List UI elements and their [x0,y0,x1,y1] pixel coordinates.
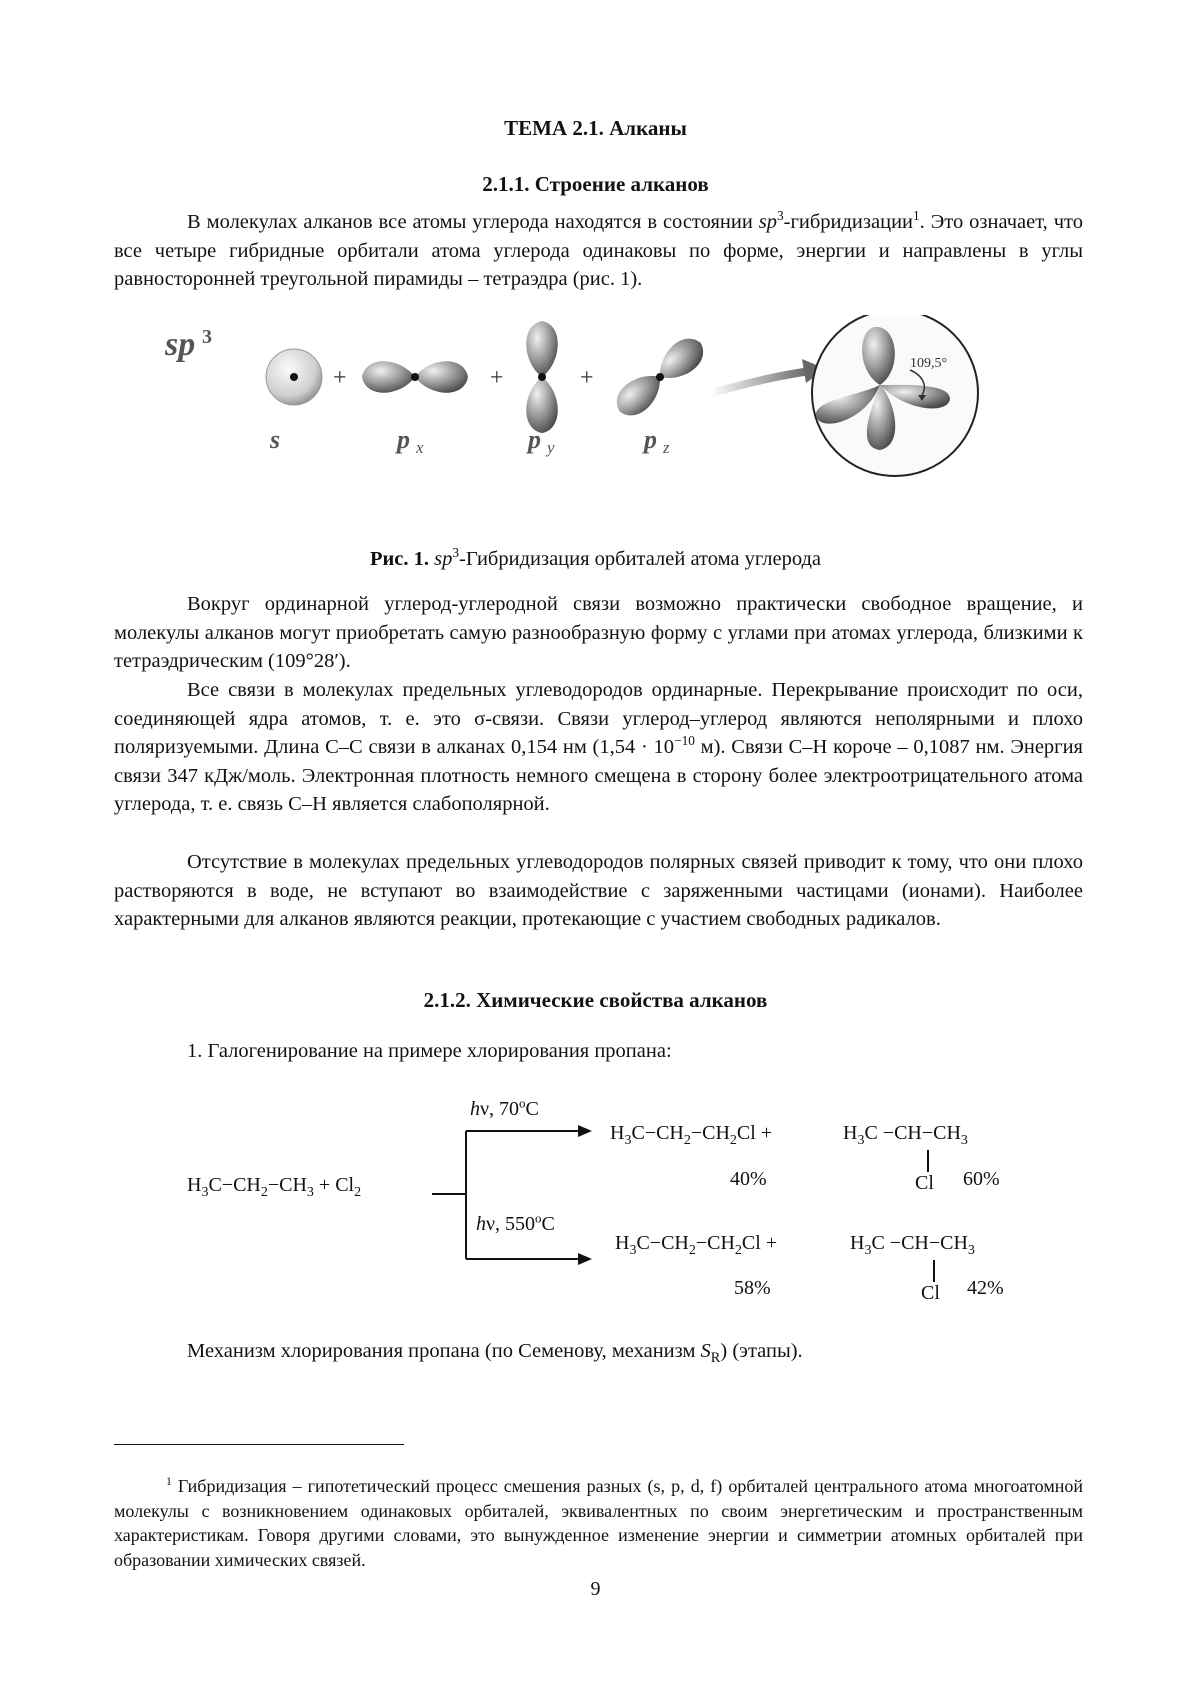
yield-42: 42% [967,1277,1004,1299]
product-2-isopropyl-chloride: $H_3C -CH-CH_3$ [843,1122,968,1148]
hybridization-figure [150,315,1050,495]
orbital-label-px-sub: x [416,438,424,457]
section-heading-structure: 2.1.1. Строение алканов [482,172,709,196]
product-1-propyl-chloride: $H_3C-CH_2-CH_2Cl$ + [610,1122,773,1148]
plus-sign: + [490,365,504,391]
px-orbital-icon [362,361,468,393]
orbital-label-s: s [270,425,281,454]
yield-40: 40% [730,1168,767,1190]
condition-70: hν, 70$^o$C [470,1095,539,1120]
yield-60: 60% [963,1168,1000,1190]
sp3-label: sp [165,326,196,363]
page-number: 9 [590,1578,601,1600]
mechanism-line: Механизм хлорирования пропана (по Семенову, механизм $S_R$) (этапы). [187,1340,803,1367]
page-title: ТЕМА 2.1. Алканы [504,116,687,140]
sp3-orbital-sphere-icon [812,315,978,476]
arrow-icon [710,359,826,393]
product-3-propyl-chloride: $H_3C-CH_2-CH_2Cl$ + [615,1232,778,1258]
reaction-arrows [420,1120,600,1270]
condition-550: hν, 550$^o$C [476,1210,555,1235]
orbital-label-px: p [397,425,410,454]
chlorine-substituent: Cl [921,1282,940,1304]
sp3-sup: 3 [202,326,212,348]
footnote: $^1$ Гибридизация – гипотетический процесс смешения разных (s, p, d, f) орбиталей центрального атома многоатомной молекулы с возникновением одинаковых орбиталей, эквивалентных по своим энергетическим и пространственным характеристикам. Говоря другими словами, это вынужденное изменение энергии и симметрии атомных орбиталей при образовании химических связей. [114,1475,1083,1570]
reactants: $H_3C-CH_2-CH_3 + Cl_2$ [187,1174,362,1200]
s-orbital-icon [266,349,322,405]
chlorine-substituent: Cl [915,1172,934,1194]
list-item-halogenation: 1. Галогенирование на примере хлорирования пропана: [187,1040,672,1062]
orbital-label-py-sub: y [547,438,555,457]
orbital-label-pz-sub: z [663,438,670,457]
bond-angle-label: 109,5° [910,356,948,371]
paragraph-bonds: Все связи в молекулах предельных углеводородов ординарные. Перекрывание происходит по оси, соединяющей ядра атомов, т. е. это σ-связи. Связи углерод–углерод являются неполярными и плохо поляризуемыми. Длина С–С связи в алканах 0,154 нм ($1,54 \cdot 10^{-10}$ м). Связи С–Н короче – 0,1087 нм. Энергия связи 347 кДж/моль. Электронная плотность немного смещена в сторону более электроотрицательного атома углерода, т. е. связь С–Н является слабополярной. [114,679,1083,816]
pz-orbital-icon [609,331,710,423]
paragraph-intro: В молекулах алканов все атомы углерода находятся в состоянии $sp^3-гибридизации^1$. Это означает, что все четыре гибридные орбитали атома углерода одинаковы по форме, энергии и направлены в углы равносторонней треугольной пирамиды – тетраэдра (рис. 1). [114,208,1083,291]
section-heading-properties: 2.1.2. Химические свойства алканов [423,988,768,1012]
orbital-label-py: p [528,425,541,454]
plus-sign: + [580,365,594,391]
yield-58: 58% [734,1277,771,1299]
bond-line [933,1260,935,1282]
paragraph-rotation: Вокруг ординарной углерод-углеродной связи возможно практически свободное вращение, и молекулы алканов могут приобретать самую разнообразную форму с углами при атомах углерода, близкими к тетраэдрическим (109°28′). [114,593,1083,673]
paragraph-polarity: Отсутствие в молекулах предельных углеводородов полярных связей приводит к тому, что они плохо растворяются в воде, не вступают во взаимодействие с заряженными частицами (ионами). Наиболее характерными для алканов являются реакции, протекающие с участием свободных радикалов. [114,851,1083,931]
plus-sign: + [333,365,347,391]
footnote-separator [114,1444,404,1445]
footnote-ref: 1 [913,208,920,224]
py-orbital-icon [526,321,558,433]
orbital-label-pz: p [644,425,657,454]
figure-caption: Рис. 1. $sp^3$-Гибридизация орбиталей атома углерода [369,545,822,570]
product-4-isopropyl-chloride: $H_3C -CH-CH_3$ [850,1232,975,1258]
bond-line [927,1150,929,1172]
